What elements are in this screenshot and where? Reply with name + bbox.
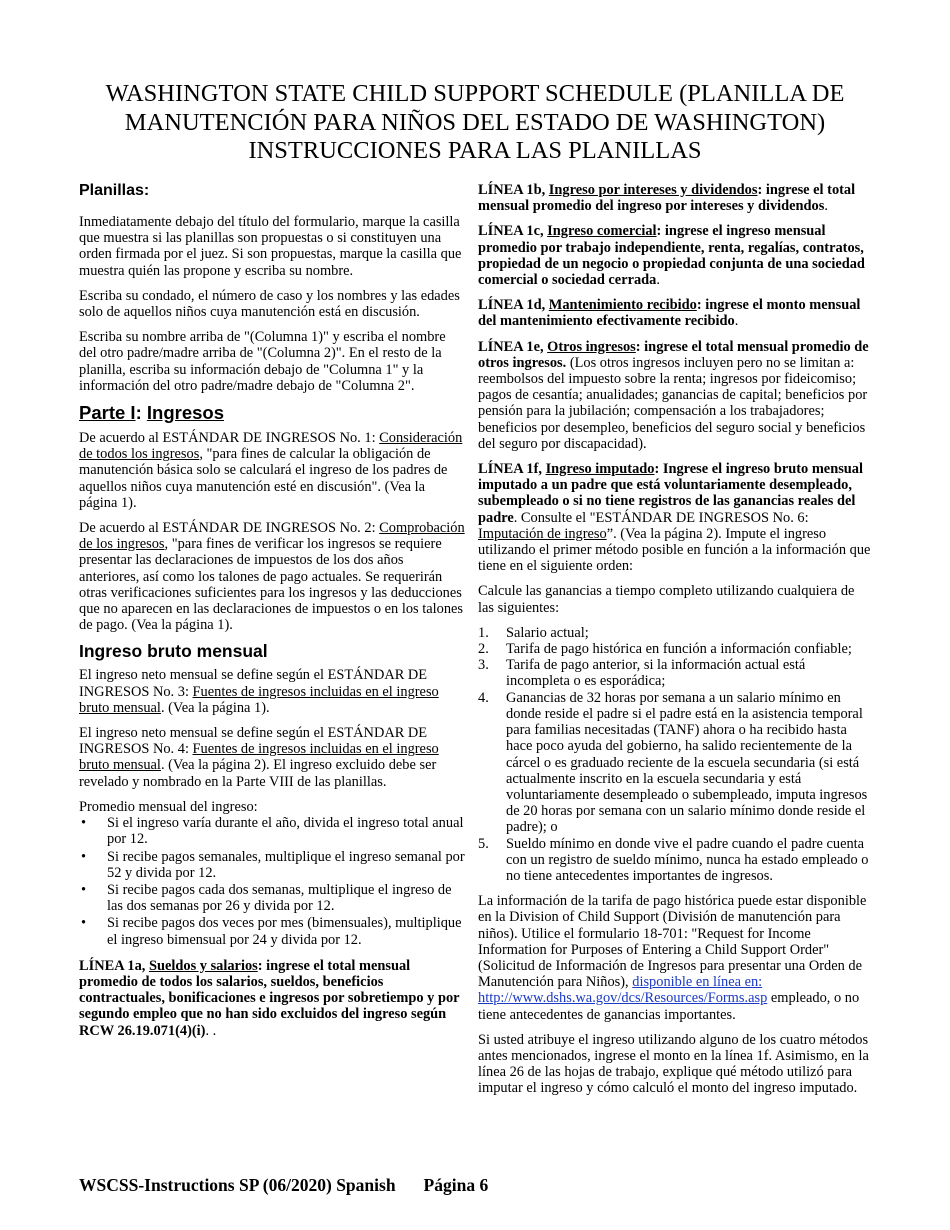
planillas-paragraph-2: Escriba su condado, el número de caso y los nombres y las edades solo de aquellos niños cuya manutención está en discusión.	[79, 287, 460, 321]
text-run: LÍNEA 1d,	[478, 297, 549, 314]
standard-1-reference: Consideración de todos los ingresos	[79, 430, 463, 463]
text-run: : ingrese el total mensual promedio del ingreso por intereses y dividendos	[478, 182, 856, 215]
parte-1-label: Parte I	[79, 402, 136, 424]
text-run: LÍNEA 1a,	[79, 957, 149, 974]
text-run: : ingrese el monto mensual del mantenimiento efectivamente recibido	[478, 297, 861, 330]
standard-6-reference: Imputación de ingreso	[478, 525, 607, 542]
imputed-income-note: Si usted atribuye el ingreso utilizando alguno de los cuatro métodos antes mencionados, ingrese el monto en la línea 1f. Asimismo, en la línea 26 de las hojas de trabajo, explique qué método utilizó para imputar el ingreso y cómo calculó el monto del ingreso imputado.	[478, 1031, 869, 1097]
text-run: De acuerdo al ESTÁNDAR DE INGRESOS No. 2:	[79, 520, 380, 537]
planillas-paragraph-3: Escriba su nombre arriba de "(Columna 1)" y escriba el nombre del otro padre/madre arriba de "(Columna 2)". En el resto de la planilla, escriba su información debajo de "Columna 1" y la información del otro padre/madre debajo de "Columna 2".	[79, 329, 446, 394]
forms-link[interactable]: disponible en línea en: http://www.dshs.wa.gov/dcs/Resources/Forms.asp	[478, 974, 768, 1007]
list-item: • Si el ingreso varía durante el año, divida el ingreso total anual por 12.	[79, 815, 465, 847]
text-run: .	[824, 198, 828, 215]
list-item	[478, 625, 872, 641]
planillas-paragraph-1: Inmediatamente debajo del título del formulario, marque la casilla que muestra si las planillas son propuestas o si constituyen una orden firmada por el juez. Si son propuestas, marque la casilla que muestra quién las propone y escriba su nombre.	[79, 214, 462, 279]
list-number: 1.	[478, 624, 489, 641]
list-text: Ganancias de 32 horas por semana a un salario mínimo en donde reside el padre si el padre está en la asistencia temporal para familias necesitadas (TANF) ahora o ha recibido hasta hace poco ayuda del gobierno, ha salido recientemente de la cárcel o es graduado reciente de la escuela secundaria (si está actualmente inscrito en la escuela secundaria y está voluntariamente desempleado o subempleado, imputa ingresos de 20 horas por semana con un salario mínimo donde reside el padre); o	[506, 689, 868, 836]
text-run: : ingrese el ingreso mensual promedio por trabajo independiente, renta, regalías, contratos, propiedad de un negocio o propiedad conjunta de una sociedad comercial o sociedad cerrada	[478, 223, 865, 289]
list-text: Salario actual;	[506, 624, 589, 641]
line-1a-paragraph	[79, 958, 465, 1039]
text-run: La información de la tarifa de pago histórica puede estar disponible en la Division of Child Support (División de manutención para niños). Utilice el formulario 18-701: "Request for Income Information for Purposes of Entering a Child Support Order" (Solicitud de Información de Ingresos para presentar una Orden de Manutención para Niños),	[478, 893, 867, 991]
text-run: El ingreso neto mensual se define según el ESTÁNDAR DE INGRESOS No. 4:	[79, 725, 428, 758]
list-number: 5.	[478, 835, 489, 852]
parte-1-heading	[79, 403, 465, 423]
income-standard-1-paragraph	[79, 430, 465, 511]
list-item	[478, 690, 872, 836]
planillas-heading: Planillas:	[79, 182, 150, 199]
text-run: .	[656, 272, 660, 289]
right-column	[478, 182, 872, 1106]
text-run: LÍNEA 1e,	[478, 338, 548, 355]
monthly-average-list	[79, 815, 465, 948]
line-1e-paragraph	[478, 339, 872, 452]
list-item	[478, 641, 872, 657]
text-run: empleado, o no tiene antecedentes de ganancias importantes.	[478, 990, 860, 1023]
list-item: • Si recibe pagos cada dos semanas, multiplique el ingreso de las dos semanas por 26 y divida por 12.	[79, 882, 465, 914]
text-run: : ingrese el total mensual promedio de todos los salarios, sueldos, beneficios contractuales, bonificaciones e ingresos por sobretiempo y por segundo empleo que no han sido excluidos del ingreso según RCW 26.19.071(4)(i)	[79, 957, 460, 1039]
list-number: 3.	[478, 657, 489, 674]
line-1c-paragraph	[478, 223, 872, 288]
line-1b-term: Ingreso por intereses y dividendos	[548, 182, 758, 198]
line-1d-paragraph	[478, 297, 872, 329]
line-1b-paragraph	[478, 182, 872, 214]
page-number: Página 6	[423, 1175, 489, 1195]
list-item	[478, 657, 872, 689]
line-1d-term: Mantenimiento recibido	[548, 297, 697, 314]
form-identifier: WSCSS-Instructions SP (06/2020) Spanish	[79, 1175, 396, 1195]
text-run: De acuerdo al ESTÁNDAR DE INGRESOS No. 1:	[79, 430, 380, 447]
line-1e-term: Otros ingresos	[547, 338, 636, 355]
income-standard-2-paragraph	[79, 520, 465, 633]
text-run: : ingrese el total mensual promedio de otros ingresos.	[478, 338, 869, 371]
calculation-intro: Calcule las ganancias a tiempo completo utilizando cualquiera de las siguientes:	[478, 583, 855, 616]
list-item: • Si recibe pagos semanales, multiplique el ingreso semanal por 52 y divida por 12.	[79, 849, 465, 881]
text-run: . (Vea la página 2). El ingreso excluido debe ser revelado y nombrado en la Parte VIII de las planillas.	[79, 757, 437, 790]
parte-1-separator: :	[135, 402, 147, 424]
historical-rate-paragraph	[478, 893, 872, 1023]
text-run: LÍNEA 1c,	[478, 223, 548, 240]
text-run: ”. (Vea la página 2). Impute el ingreso utilizando el primer método posible en función a la información que tiene en el siguiente orden:	[478, 525, 871, 575]
text-run: (Los otros ingresos incluyen pero no se limitan a: reembolsos del impuesto sobre la renta; ingresos por fideicomiso; pagos de cesantía; anualidades; ganancias de capital; beneficios por pensión para la jubilación; compensación a los trabajadores; beneficios por desempleo, beneficios del seguro social y beneficios del seguro por discapacidad).	[478, 354, 868, 452]
list-number: 2.	[478, 641, 489, 658]
list-item: • Si recibe pagos dos veces por mes (bimensuales), multiplique el ingreso bimensual por 24 y divida por 12.	[79, 915, 465, 947]
parte-1-title: Ingresos	[146, 402, 224, 424]
gross-income-heading: Ingreso bruto mensual	[79, 641, 268, 662]
text-run: . .	[205, 1022, 217, 1039]
income-standard-4-paragraph	[79, 725, 465, 790]
list-number: 4.	[478, 689, 489, 706]
monthly-average-intro: Promedio mensual del ingreso:	[79, 798, 258, 815]
list-text: Sueldo mínimo en donde vive el padre cuando el padre cuenta con un registro de sueldo mínimo, nunca ha estado empleado o no tiene antecedentes importantes de ingresos.	[506, 835, 869, 884]
line-1f-paragraph	[478, 461, 872, 574]
text-run: , "para fines de calcular la obligación de manutención básica solo se calculará el ingreso de los padres de aquellos niños cuya manutención esté en discusión". (Vea la página 1).	[79, 446, 448, 511]
income-standard-3-paragraph	[79, 667, 465, 716]
title-line-2: MANUTENCIÓN PARA NIÑOS DEL ESTADO DE WASHINGTON)	[124, 108, 826, 136]
text-run: El ingreso neto mensual se define según el ESTÁNDAR DE INGRESOS No. 3:	[79, 667, 428, 700]
standard-2-reference: Comprobación de los ingresos	[79, 520, 465, 553]
line-1c-term: Ingreso comercial	[547, 223, 657, 240]
title-line-3: INSTRUCCIONES PARA LAS PLANILLAS	[248, 137, 702, 164]
text-run: , "para fines de verificar los ingresos se requiere presentar las declaraciones de impuestos de los dos años anteriores, así como los talones de pago actuales. Se requerirán otras verificaciones suficientes para los ingresos y las deducciones que no aparecen en las declaraciones de impuestos o en los talones de pago. (Vea la página 1).	[79, 536, 464, 634]
text-run: . (Vea la página 1).	[160, 699, 270, 716]
text-run: .	[734, 313, 739, 330]
text-run: LÍNEA 1b,	[478, 182, 549, 198]
title-line-1: WASHINGTON STATE CHILD SUPPORT SCHEDULE (PLANILLA DE	[105, 80, 845, 107]
list-text: Tarifa de pago histórica en función a información confiable;	[506, 641, 852, 658]
standard-4-reference: Fuentes de ingresos incluidas en el ingreso bruto mensual	[79, 741, 439, 774]
list-item	[478, 836, 872, 885]
text-run: : Ingrese el ingreso bruto mensual imputado a un padre que está voluntariamente desempleado, subempleado o si no tiene registros de las ganancias reales del padre	[478, 461, 863, 526]
line-1a-term: Sueldos y salarios	[148, 957, 258, 974]
document-title	[60, 80, 890, 166]
left-column	[79, 182, 465, 1048]
page-footer	[79, 1175, 488, 1195]
list-text: Tarifa de pago anterior, si la información actual está incompleta o es esporádica;	[506, 657, 806, 690]
text-run: LÍNEA 1f,	[478, 461, 546, 478]
line-1f-term: Ingreso imputado	[545, 461, 655, 478]
calculation-method-list	[478, 625, 872, 884]
standard-3-reference: Fuentes de ingresos incluidas en el ingreso bruto mensual	[79, 683, 439, 716]
text-run: . Consulte el "ESTÁNDAR DE INGRESOS No. 6:	[513, 509, 809, 526]
